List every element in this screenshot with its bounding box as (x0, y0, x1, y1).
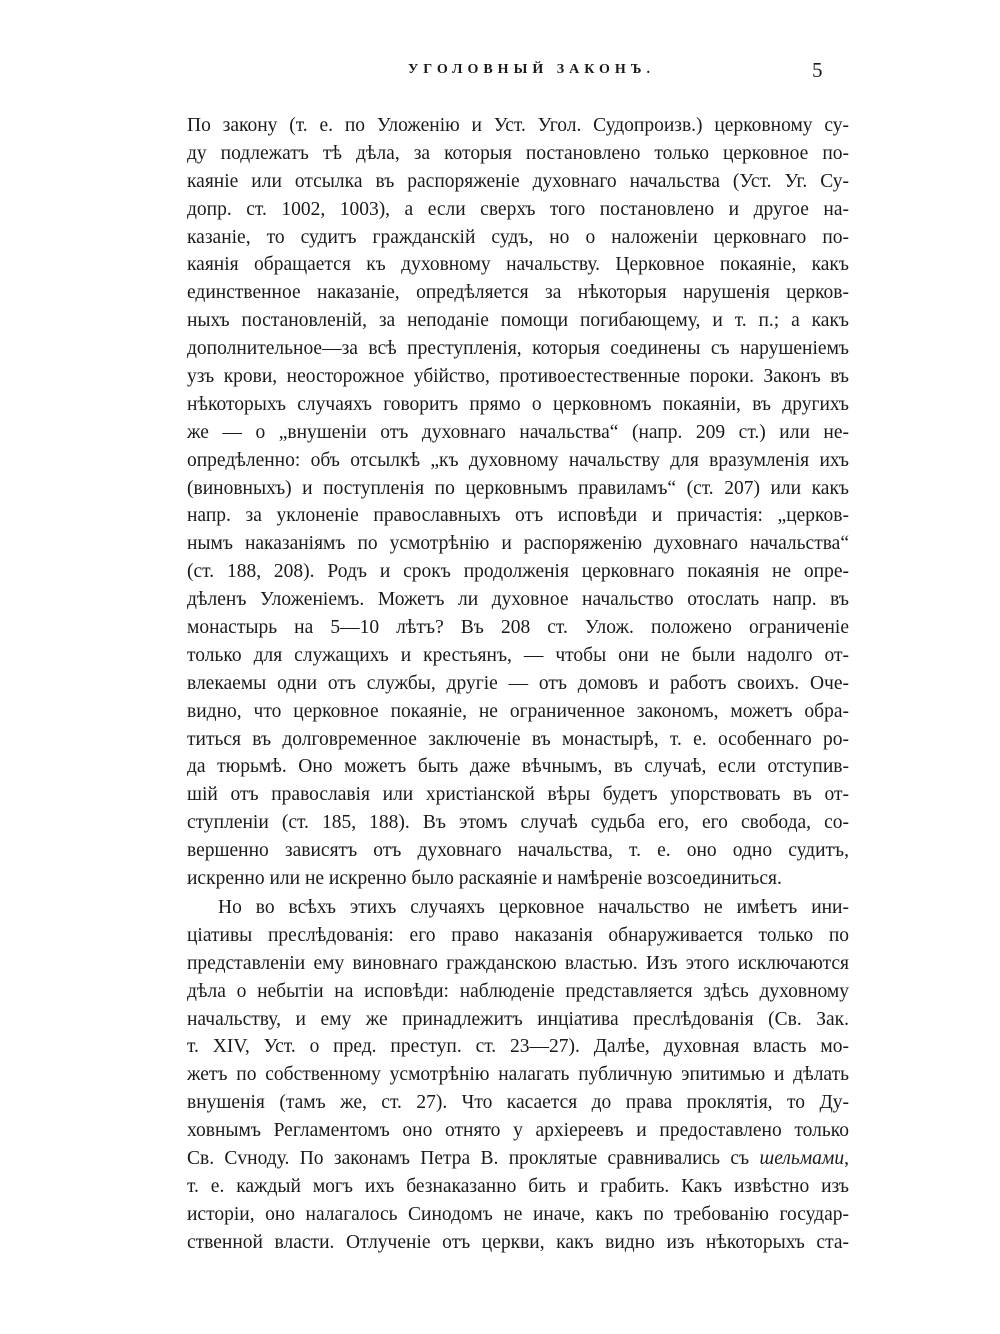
text-line: единственное наказаніе, опредѣляется за нѣкоторыя нарушенія церков- (187, 282, 849, 304)
text-line: По закону (т. е. по Уложенію и Уст. Угол. Судопроизв.) церковному су- (187, 115, 849, 136)
body-text (187, 112, 849, 1258)
text-line: каяніе или отсылка въ распоряженіе духовнаго начальства (Уст. Уг. Су- (187, 170, 849, 192)
text-line: ховнымъ Регламентомъ оно отнято у архіереевъ и предоставлено только (187, 1120, 849, 1142)
text-line: монастырь на 5—10 лѣтъ? Въ 208 ст. Улож. положено ограниченіе (187, 617, 849, 639)
page-header (0, 58, 1000, 88)
text-line: узъ крови, неосторожное убійство, противоестественные пороки. Законъ въ (187, 366, 849, 388)
text-line: Но во всѣхъ этихъ случаяхъ церковное начальство не имѣетъ ини- (218, 896, 849, 918)
text-line: ныхъ постановленій, за неподаніе помощи погибающему, и т. п.; а какъ (187, 310, 849, 332)
text-segment: Св. Сvноду. По законамъ Петра В. проклятые сравнивались съ (187, 1147, 760, 1169)
text-line: титься въ долговременное заключеніе въ монастырѣ, т. е. особеннаго ро- (187, 728, 849, 750)
text-line: жетъ по собственному усмотрѣнію налагать публичную эпитимью и дѣлать (187, 1064, 849, 1086)
page-number: 5 (812, 58, 823, 82)
text-line: только для служащихъ и крестьянъ, — чтобы они не были надолго от- (187, 644, 849, 666)
text-segment: , (844, 1147, 849, 1169)
text-line: каянія обращается къ духовному начальству. Церковное покаяніе, какъ (187, 254, 849, 276)
text-line: (виновныхъ) и поступленія по церковнымъ правиламъ“ (ст. 207) или какъ (187, 477, 849, 499)
italic-text: шельмами (759, 1147, 845, 1169)
text-line: нымъ наказаніямъ по усмотрѣнію и распоряженію духовнаго начальства“ (187, 533, 849, 555)
text-line: нѣкоторыхъ случаяхъ говоритъ прямо о церковномъ покаяніи, въ другихъ (187, 393, 849, 415)
text-line: ду подлежатъ тѣ дѣла, за которыя постановлено только церковное по- (187, 142, 849, 164)
text-line: напр. за уклоненіе православныхъ отъ исповѣди и причастія: „церков- (187, 505, 849, 527)
paragraph (187, 894, 849, 1257)
text-line: же — о „внушеніи отъ духовнаго начальства“ (напр. 209 ст.) или не- (187, 421, 849, 443)
text-line: дополнительное—за всѣ преступленія, которыя соединены съ нарушеніемъ (187, 338, 849, 360)
text-line: представленіи ему виновнаго гражданскою властью. Изъ этого исключаются (187, 952, 849, 974)
text-line: исторіи, оно налагалось Синодомъ не иначе, какъ по требованію государ- (187, 1203, 849, 1225)
text-line: т. е. каждый могъ ихъ безнаказанно бить и грабить. Какъ извѣстно изъ (187, 1175, 849, 1197)
text-line: видно, что церковное покаяніе, не ограниченное закономъ, можетъ обра- (187, 700, 849, 722)
text-line: дѣленъ Уложеніемъ. Можетъ ли духовное начальство отослать напр. въ (187, 589, 849, 611)
text-line: ственной власти. Отлученіе отъ церкви, какъ видно изъ нѣкоторыхъ ста- (187, 1231, 849, 1253)
text-line (187, 1145, 849, 1173)
text-line: опредѣленно: объ отсылкѣ „къ духовному начальству для вразумленія ихъ (187, 449, 849, 471)
text-line: казаніе, то судитъ гражданскій судъ, но о наложеніи церковнаго по- (187, 226, 849, 248)
text-line: (ст. 188, 208). Родъ и срокъ продолженія церковнаго покаянія не опре- (187, 561, 849, 583)
text-line: влекаемы одни отъ службы, другіе — отъ домовъ и работъ своихъ. Оче- (187, 672, 849, 694)
running-title: УГОЛОВНЫЙ ЗАКОНЪ. (408, 62, 656, 77)
text-line: да тюрьмѣ. Оно можетъ быть даже вѣчнымъ, въ случаѣ, если отступив- (187, 756, 849, 778)
text-line: т. XIV, Уст. о пред. преступ. ст. 23—27). Далѣе, духовная власть мо- (187, 1036, 849, 1058)
text-line: начальству, и ему же принадлежитъ инціатива преслѣдованія (Св. Зак. (187, 1008, 849, 1030)
text-line: искренно или не искренно было раскаяніе и намѣреніе возсоединиться. (187, 868, 782, 890)
text-line: шій отъ православія или христіанской вѣры будетъ упорствовать въ от- (187, 784, 849, 806)
text-line: ступленіи (ст. 185, 188). Въ этомъ случаѣ судьба его, его свобода, со- (187, 812, 849, 834)
paragraph (187, 112, 849, 893)
text-line: внушенія (тамъ же, ст. 27). Что касается до права проклятія, то Ду- (187, 1092, 849, 1114)
text-line: дѣла о небытіи на исповѣди: наблюденіе представляется здѣсь духовному (187, 980, 849, 1002)
text-line: ціативы преслѣдованія: его право наказанія обнаруживается только по (187, 924, 849, 946)
text-line: вершенно зависятъ отъ духовнаго начальства, т. е. оно одно судитъ, (187, 840, 849, 862)
text-line: допр. ст. 1002, 1003), а если сверхъ того постановлено и другое на- (187, 198, 849, 220)
